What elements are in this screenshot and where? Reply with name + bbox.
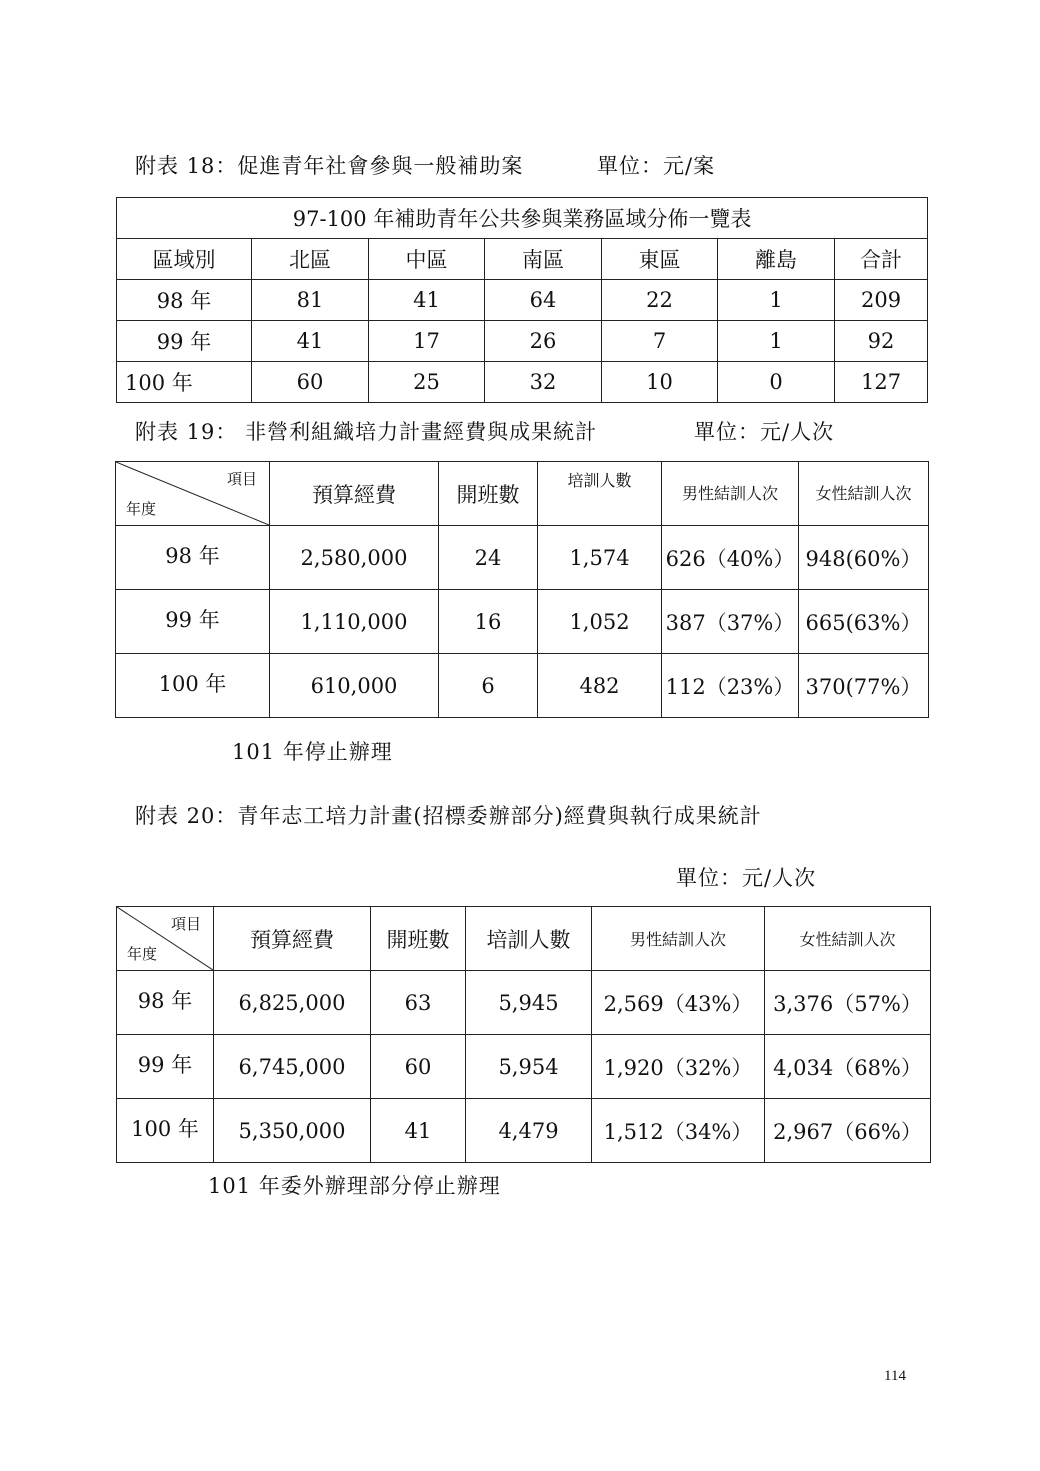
table-cell: 1 <box>718 321 835 362</box>
table-cell: 7 <box>602 321 718 362</box>
header-cell: 北區 <box>252 239 369 280</box>
table-cell: 209 <box>835 280 928 321</box>
table-cell: 41 <box>369 280 485 321</box>
year-cell: 99 年 <box>117 1035 214 1099</box>
corner-header-cell <box>117 907 214 971</box>
header-cell: 區域別 <box>117 239 252 280</box>
table-cell: 17 <box>369 321 485 362</box>
corner-header-cell <box>116 462 270 526</box>
table-cell: 41 <box>371 1099 466 1163</box>
table-cell: 665(63%） <box>799 590 929 654</box>
table18-title-row <box>117 198 928 239</box>
table19-note: 101 年停止辦理 <box>232 740 393 764</box>
table-row <box>116 526 929 590</box>
header-cell: 男性結訓人次 <box>662 462 799 526</box>
table-cell: 1,574 <box>538 526 662 590</box>
header-cell: 合計 <box>835 239 928 280</box>
table-cell: 1,512（34%） <box>592 1099 765 1163</box>
table-cell: 6,745,000 <box>214 1035 371 1099</box>
table-cell: 6 <box>439 654 538 718</box>
corner-top-label: 項目 <box>226 470 257 488</box>
table20-header-row <box>117 907 931 971</box>
table19-caption: 附表 19： 非營利組織培力計畫經費與成果統計 <box>135 420 598 444</box>
page-number: 114 <box>884 1368 906 1384</box>
table-cell: 25 <box>369 362 485 403</box>
table-cell: 92 <box>835 321 928 362</box>
table18-header-row <box>117 239 928 280</box>
table-cell: 948(60%） <box>799 526 929 590</box>
table-cell: 5,954 <box>466 1035 592 1099</box>
table-cell: 3,376（57%） <box>765 971 931 1035</box>
table-cell: 64 <box>485 280 602 321</box>
table-cell: 24 <box>439 526 538 590</box>
table18-caption: 附表 18：促進青年社會參與一般補助案 <box>135 154 524 178</box>
header-cell: 南區 <box>485 239 602 280</box>
header-cell: 預算經費 <box>270 462 439 526</box>
table-cell: 26 <box>485 321 602 362</box>
table20 <box>116 906 931 1163</box>
table-cell: 1,110,000 <box>270 590 439 654</box>
table18-title: 97-100 年補助青年公共參與業務區域分佈一覽表 <box>117 198 928 239</box>
table-cell: 5,350,000 <box>214 1099 371 1163</box>
table-cell: 16 <box>439 590 538 654</box>
table-cell: 1,052 <box>538 590 662 654</box>
year-cell: 99 年 <box>117 321 252 362</box>
table-cell: 32 <box>485 362 602 403</box>
header-cell: 預算經費 <box>214 907 371 971</box>
table-cell: 63 <box>371 971 466 1035</box>
table18-unit: 單位：元/案 <box>597 154 716 178</box>
table-cell: 2,580,000 <box>270 526 439 590</box>
corner-top-label: 項目 <box>170 915 201 933</box>
table-cell: 370(77%） <box>799 654 929 718</box>
table20-unit: 單位：元/人次 <box>676 866 817 890</box>
table20-note: 101 年委外辦理部分停止辦理 <box>208 1174 501 1198</box>
table-row <box>117 1035 931 1099</box>
table-row <box>117 321 928 362</box>
year-cell: 98 年 <box>117 280 252 321</box>
table-cell: 6,825,000 <box>214 971 371 1035</box>
table-cell: 0 <box>718 362 835 403</box>
table-cell: 4,034（68%） <box>765 1035 931 1099</box>
header-cell: 培訓人數 <box>466 907 592 971</box>
table-cell: 4,479 <box>466 1099 592 1163</box>
corner-bottom-label: 年度 <box>127 945 158 963</box>
table-cell: 387（37%） <box>662 590 799 654</box>
year-cell: 100 年 <box>116 654 270 718</box>
header-cell: 中區 <box>369 239 485 280</box>
table19 <box>115 461 929 718</box>
table-cell: 81 <box>252 280 369 321</box>
table-row <box>117 362 928 403</box>
header-cell: 女性結訓人次 <box>765 907 931 971</box>
table-cell: 2,569（43%） <box>592 971 765 1035</box>
table-cell: 5,945 <box>466 971 592 1035</box>
table18 <box>116 197 928 403</box>
table19-unit: 單位：元/人次 <box>694 420 835 444</box>
table-cell: 1 <box>718 280 835 321</box>
header-cell: 女性結訓人次 <box>799 462 929 526</box>
table-row <box>117 971 931 1035</box>
table20-caption: 附表 20：青年志工培力計畫(招標委辦部分)經費與執行成果統計 <box>135 804 762 828</box>
year-cell: 98 年 <box>116 526 270 590</box>
table-row <box>117 1099 931 1163</box>
year-cell: 100 年 <box>117 1099 214 1163</box>
corner-bottom-label: 年度 <box>126 500 157 518</box>
header-cell: 東區 <box>602 239 718 280</box>
table-cell: 60 <box>252 362 369 403</box>
header-cell: 開班數 <box>371 907 466 971</box>
table-cell: 626（40%） <box>662 526 799 590</box>
table-cell: 2,967（66%） <box>765 1099 931 1163</box>
table-cell: 127 <box>835 362 928 403</box>
table-cell: 60 <box>371 1035 466 1099</box>
header-cell: 培訓人數 <box>538 462 662 526</box>
table-cell: 482 <box>538 654 662 718</box>
header-cell: 開班數 <box>439 462 538 526</box>
year-cell: 98 年 <box>117 971 214 1035</box>
table-cell: 22 <box>602 280 718 321</box>
table19-header-row <box>116 462 929 526</box>
table-cell: 41 <box>252 321 369 362</box>
table-row <box>117 280 928 321</box>
table-cell: 610,000 <box>270 654 439 718</box>
year-cell: 100 年 <box>117 362 252 403</box>
table-row <box>116 590 929 654</box>
table-cell: 1,920（32%） <box>592 1035 765 1099</box>
header-cell: 男性結訓人次 <box>592 907 765 971</box>
table-cell: 112（23%） <box>662 654 799 718</box>
table-row <box>116 654 929 718</box>
table-cell: 10 <box>602 362 718 403</box>
header-cell: 離島 <box>718 239 835 280</box>
year-cell: 99 年 <box>116 590 270 654</box>
